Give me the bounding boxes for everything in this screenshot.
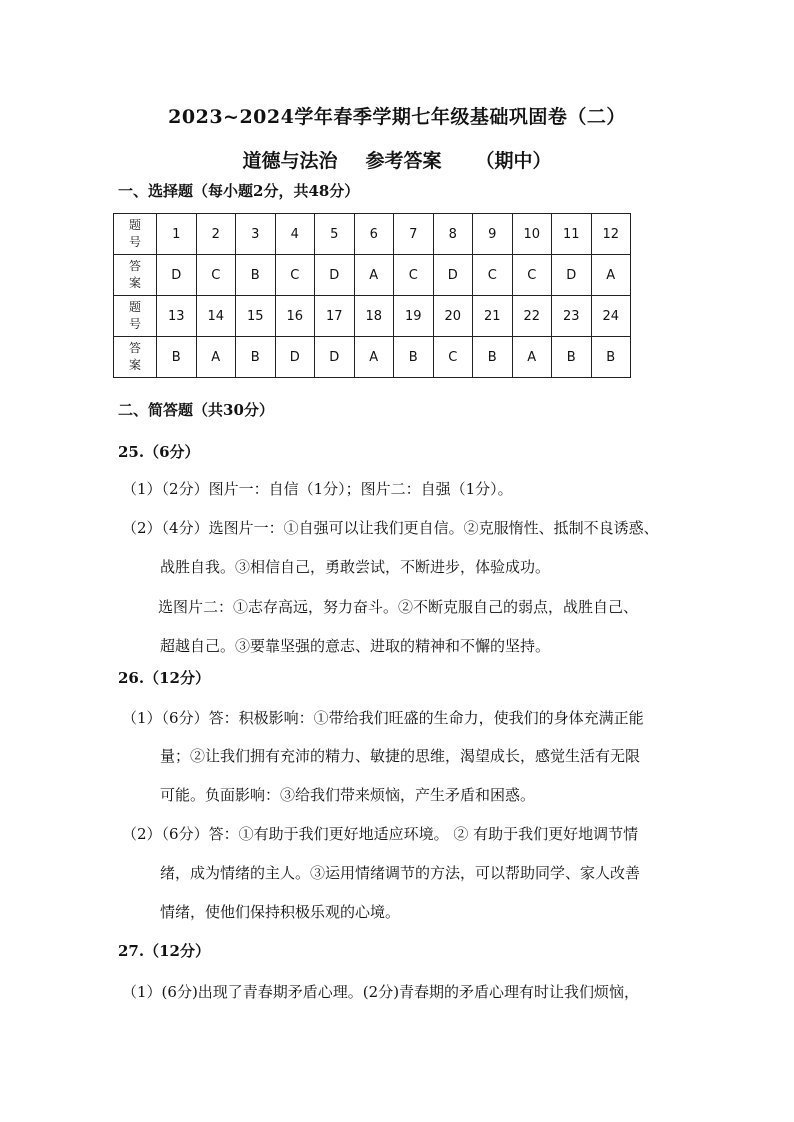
answer-cell: D xyxy=(157,255,197,296)
question-number: 22 xyxy=(512,296,552,337)
term-label: （期中） xyxy=(475,150,552,172)
question-number: 14 xyxy=(196,296,236,337)
question-26-heading: 26.（12分） xyxy=(118,669,210,687)
question-number: 18 xyxy=(354,296,394,337)
question-number: 5 xyxy=(315,214,355,255)
answer-cell: D xyxy=(315,337,355,378)
answer-cell: A xyxy=(512,337,552,378)
q25-answer-part1: （1）（2分）图片一：自信（1分）；图片二：自强（1分）。 xyxy=(122,480,513,498)
question-number: 8 xyxy=(433,214,473,255)
question-27-heading: 27.（12分） xyxy=(118,942,210,960)
answer-cell: D xyxy=(275,337,315,378)
question-number: 7 xyxy=(394,214,434,255)
q27-answer-part1-line1: （1）(6分)出现了青春期矛盾心理。(2分)青春期的矛盾心理有时让我们烦恼， xyxy=(122,983,640,1001)
question-25-heading: 25.（6分） xyxy=(118,443,200,461)
answer-cell: A xyxy=(591,255,631,296)
answer-cell: C xyxy=(196,255,236,296)
answer-cell: C xyxy=(394,255,434,296)
question-number: 2 xyxy=(196,214,236,255)
answer-cell: C xyxy=(473,255,513,296)
table-row-numbers-2 xyxy=(114,296,631,337)
question-number: 1 xyxy=(157,214,197,255)
question-number: 20 xyxy=(433,296,473,337)
answer-cell: C xyxy=(275,255,315,296)
question-number: 6 xyxy=(354,214,394,255)
answer-cell: A xyxy=(354,255,394,296)
question-number: 15 xyxy=(236,296,276,337)
answer-cell: B xyxy=(236,255,276,296)
question-number: 19 xyxy=(394,296,434,337)
answer-cell: B xyxy=(236,337,276,378)
answer-cell: B xyxy=(552,337,592,378)
q25-answer-part2-line3: 选图片二：①志存高远，努力奋斗。②不断克服自己的弱点，战胜自己、 xyxy=(158,598,639,616)
answer-cell: B xyxy=(157,337,197,378)
row-label-answer: 答 案 xyxy=(114,337,157,378)
answer-cell: D xyxy=(433,255,473,296)
q26-answer-part2-line3: 情绪，使他们保持积极乐观的心境。 xyxy=(160,903,401,921)
table-row-numbers-1 xyxy=(114,214,631,255)
q26-answer-part2-line1: （2）（6分）答：①有助于我们更好地适应环境。 ② 有助于我们更好地调节情 xyxy=(122,825,639,843)
question-number: 12 xyxy=(591,214,631,255)
question-number: 10 xyxy=(512,214,552,255)
question-number: 13 xyxy=(157,296,197,337)
q25-answer-part2-line4: 超越自己。③要靠坚强的意志、进取的精神和不懈的坚持。 xyxy=(160,637,551,655)
q26-answer-part1-line2: 量；②让我们拥有充沛的精力、敏捷的思维，渴望成长，感觉生活有无限 xyxy=(160,747,641,765)
answer-cell: C xyxy=(512,255,552,296)
q26-answer-part1-line3: 可能。负面影响：③给我们带来烦恼，产生矛盾和困惑。 xyxy=(160,786,536,804)
table-row-answers-2 xyxy=(114,337,631,378)
answer-cell: A xyxy=(354,337,394,378)
answer-cell: D xyxy=(552,255,592,296)
answer-cell: B xyxy=(591,337,631,378)
row-label-number: 题 号 xyxy=(114,296,157,337)
q25-answer-part2-line1: （2）（4分）选图片一：①自强可以让我们更自信。②克服惰性、抵制不良诱惑、 xyxy=(122,519,659,537)
question-number: 23 xyxy=(552,296,592,337)
section1-heading: 一、选择题（每小题2分，共48分） xyxy=(118,182,360,200)
row-label-answer: 答 案 xyxy=(114,255,157,296)
question-number: 17 xyxy=(315,296,355,337)
answer-table xyxy=(113,213,631,378)
subject-name: 道德与法治 xyxy=(242,150,338,172)
question-number: 21 xyxy=(473,296,513,337)
q25-answer-part2-line2: 战胜自我。③相信自己，勇敢尝试，不断进步，体验成功。 xyxy=(160,558,551,576)
section2-heading: 二、简答题（共30分） xyxy=(118,401,274,419)
question-number: 3 xyxy=(236,214,276,255)
answer-cell: C xyxy=(433,337,473,378)
answer-cell: D xyxy=(315,255,355,296)
q26-answer-part2-line2: 绪，成为情绪的主人。③运用情绪调节的方法，可以帮助同学、家人改善 xyxy=(160,864,641,882)
question-number: 24 xyxy=(591,296,631,337)
question-number: 11 xyxy=(552,214,592,255)
row-label-number: 题 号 xyxy=(114,214,157,255)
answer-key-label: 参考答案 xyxy=(365,150,442,172)
document-subtitle xyxy=(0,146,794,173)
table-row-answers-1 xyxy=(114,255,631,296)
answer-cell: A xyxy=(196,337,236,378)
answer-cell: B xyxy=(394,337,434,378)
q26-answer-part1-line1: （1）（6分）答：积极影响：①带给我们旺盛的生命力，使我们的身体充满正能 xyxy=(122,709,644,727)
question-number: 9 xyxy=(473,214,513,255)
answer-cell: B xyxy=(473,337,513,378)
question-number: 4 xyxy=(275,214,315,255)
question-number: 16 xyxy=(275,296,315,337)
document-title: 2023~2024学年春季学期七年级基础巩固卷（二） xyxy=(168,106,626,128)
